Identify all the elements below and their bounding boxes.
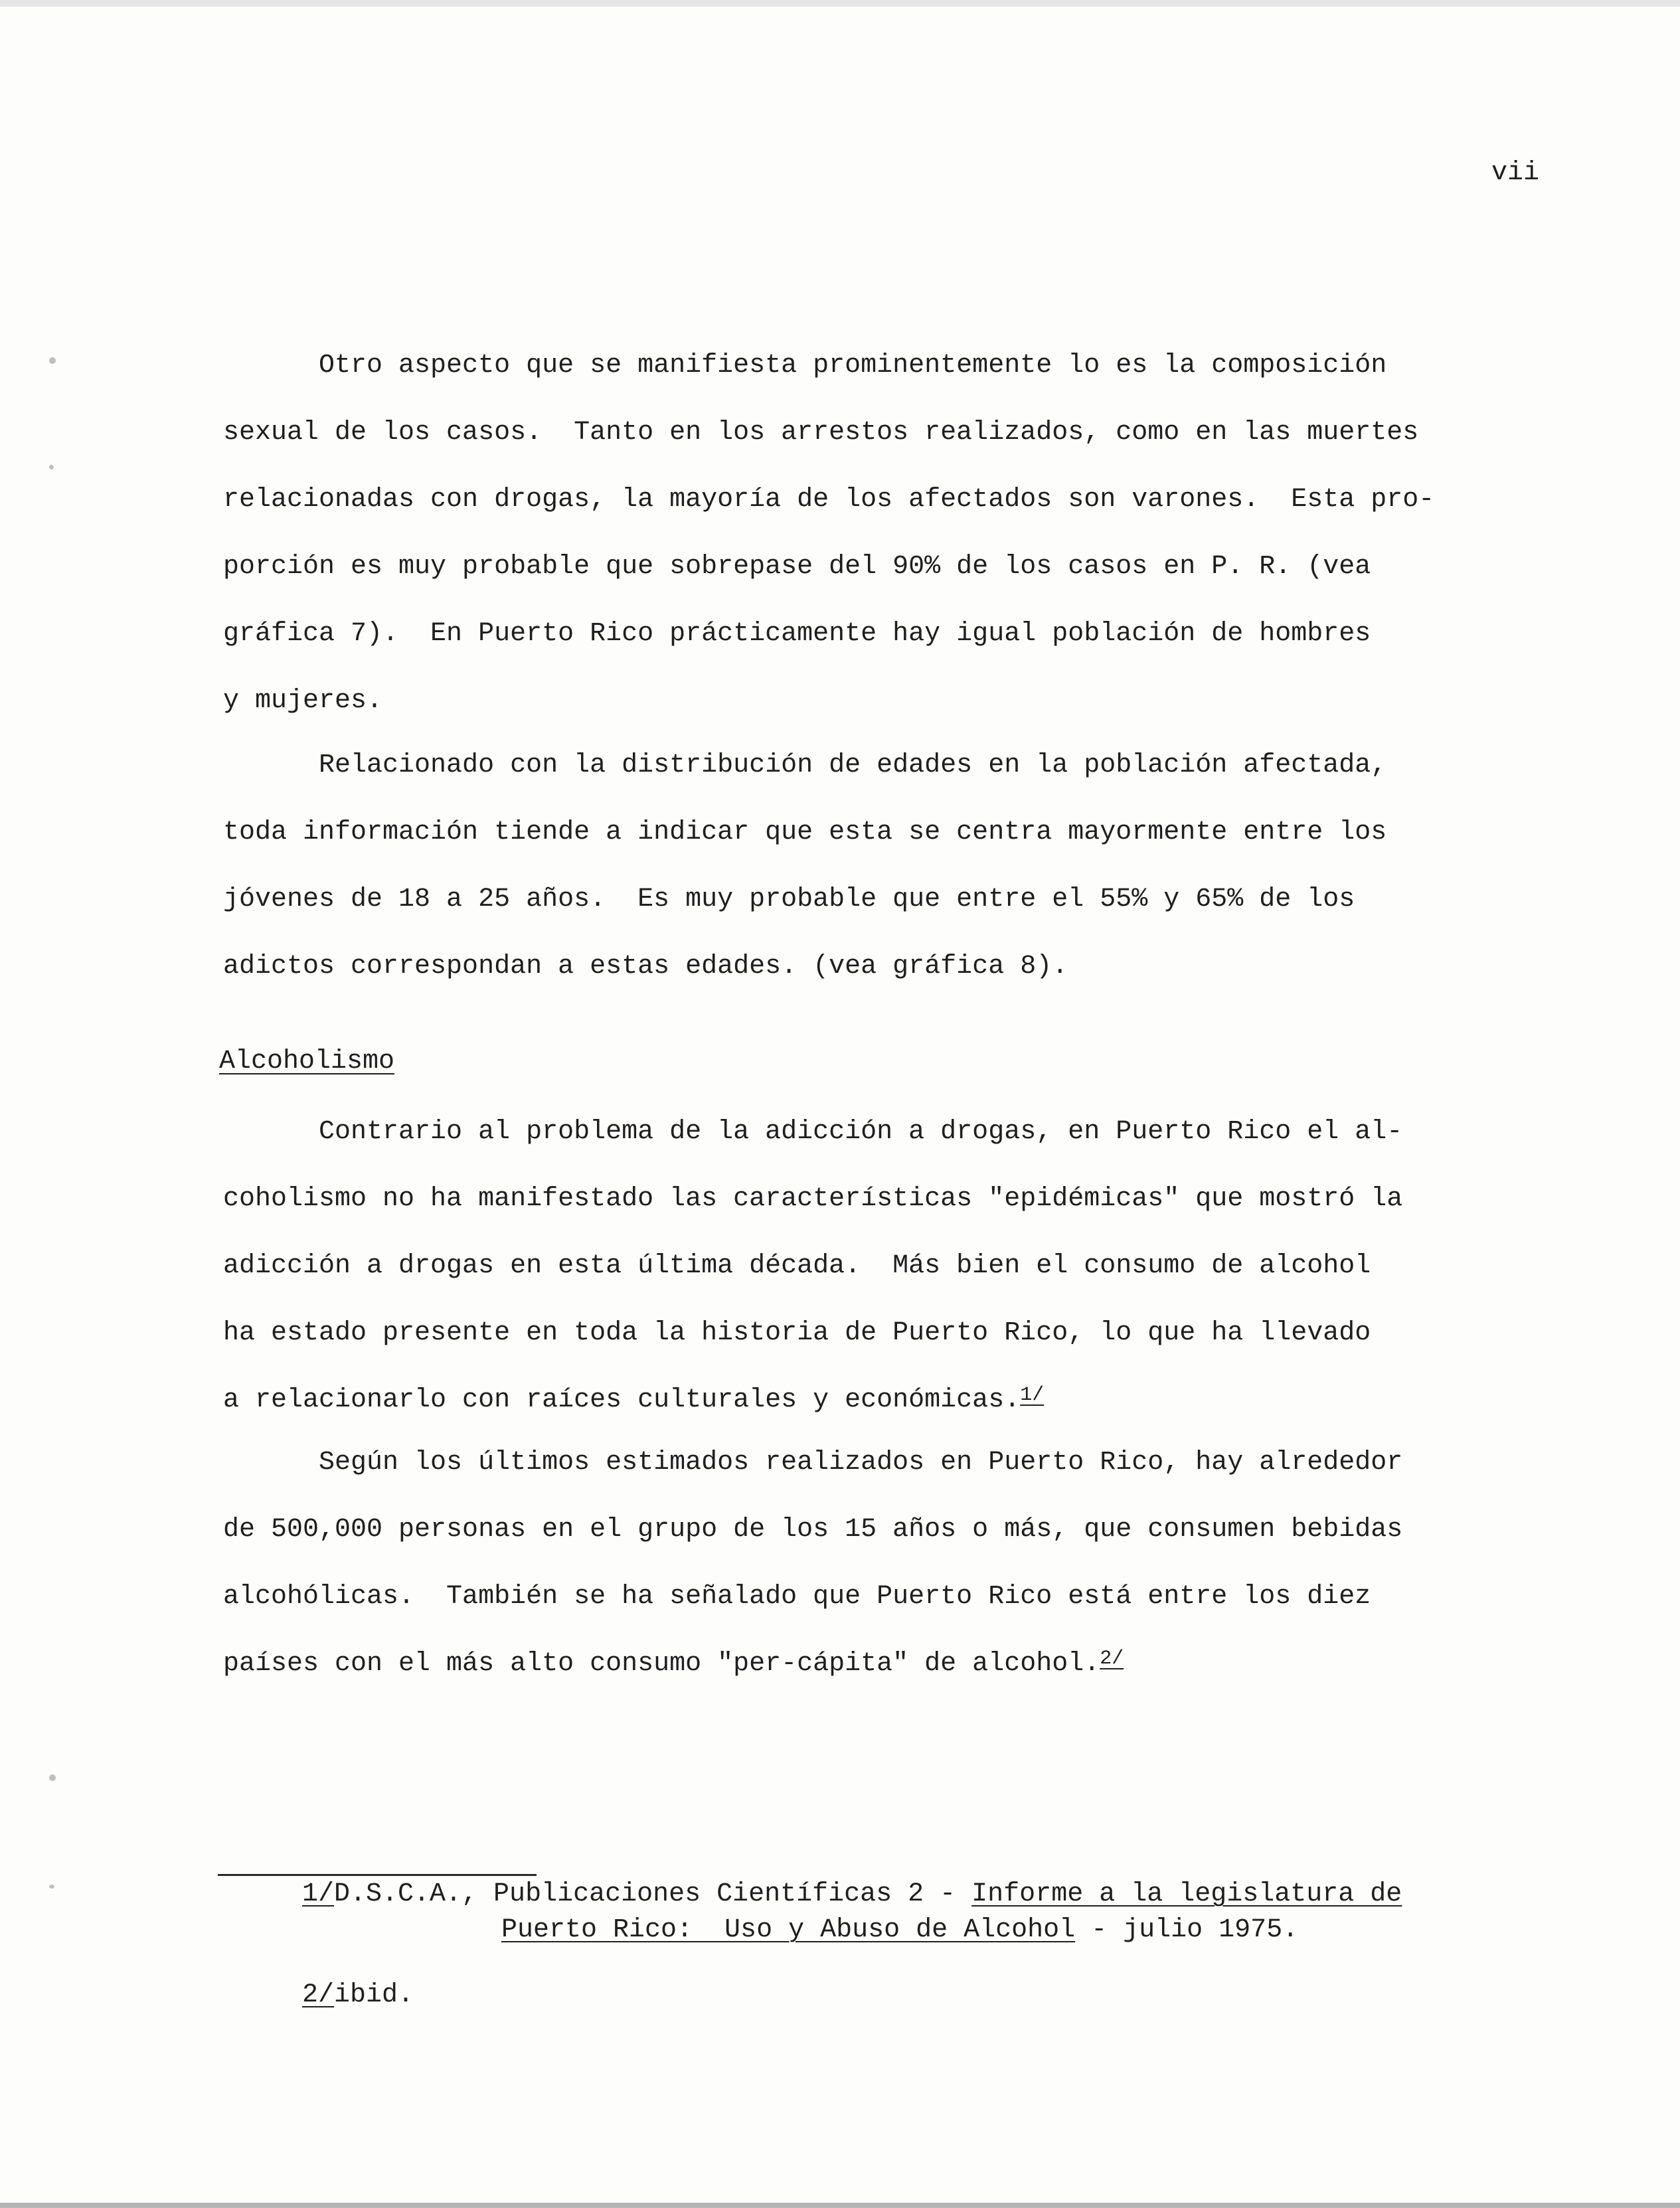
text-line: porción es muy probable que sobrepase del 90% de los casos en P. R. (vea [223,552,1371,582]
punch-hole-mark [49,1774,56,1781]
text-line [223,1630,1498,1699]
text-line: y mujeres. [223,686,383,716]
page-number: vii [1491,158,1539,188]
footnote-reference: 1/ [1020,1384,1045,1406]
scan-bottom-edge [0,2203,1680,2208]
section-heading: Alcoholismo [219,1047,395,1076]
text-line: toda información tiende a indicar que esta se centra mayormente entre los [223,817,1387,847]
punch-hole-mark [49,465,54,469]
text-line: Contrario al problema de la adicción a drogas, en Puerto Rico el al- [223,1117,1403,1147]
text-line: adictos correspondan a estas edades. (vea gráfica 8). [223,952,1068,981]
text-line-content: países con el más alto consumo "per-cápita" de alcohol. [223,1649,1100,1679]
footnote-title: Puerto Rico: Uso y Abuso de Alcohol [501,1915,1076,1945]
text-line: relacionadas con drogas, la mayoría de los afectados son varones. Esta pro- [223,485,1435,515]
punch-hole-mark [49,1885,54,1889]
footnote-marker: 2/ [302,1980,335,2010]
scan-top-edge [0,0,1680,7]
text-line-content: a relacionarlo con raíces culturales y económicas. [223,1385,1021,1415]
footnote-1-line-1 [302,1878,1402,1911]
footnote-1-line-2 [501,1914,1298,1947]
text-line: de 500,000 personas en el grupo de los 15 años o más, que consumen bebidas [223,1515,1403,1545]
footnote-source: D.S.C.A., Publicaciones Científicas 2 - [334,1879,972,1909]
footnote-separator [218,1874,537,1876]
text-line [223,1367,1498,1436]
paragraph-alcoholism-history [223,1098,1498,1436]
text-line: alcohólicas. También se ha señalado que Puerto Rico está entre los diez [223,1582,1371,1612]
text-line: Relacionado con la distribución de edades en la población afectada, [223,750,1387,780]
text-line: Según los últimos estimados realizados en Puerto Rico, hay alrededor [223,1448,1403,1478]
text-line: Otro aspecto que se manifiesta prominentemente lo es la composición [223,351,1387,381]
text-line: coholismo no ha manifestado las características "epidémicas" que mostró la [223,1184,1403,1214]
footnote-2 [302,1979,414,2012]
footnote-date: - julio 1975. [1075,1915,1299,1945]
footnote-title: Informe a la legislatura de [971,1879,1402,1909]
footnote-marker: 1/ [302,1879,335,1909]
text-line: adicción a drogas en esta última década. Más bien el consumo de alcohol [223,1251,1371,1281]
text-line: jóvenes de 18 a 25 años. Es muy probable que entre el 55% y 65% de los [223,885,1355,914]
footnote-reference: 2/ [1100,1648,1124,1670]
text-line: gráfica 7). En Puerto Rico prácticamente hay igual población de hombres [223,619,1371,649]
paragraph-consumption-estimates [223,1429,1498,1699]
punch-hole-mark [49,357,56,364]
paragraph-sex-composition [223,332,1498,734]
footnote-text: ibid. [334,1980,414,2010]
text-line: ha estado presente en toda la historia de Puerto Rico, lo que ha llevado [223,1318,1371,1348]
paragraph-age-distribution [223,732,1498,1000]
text-line: sexual de los casos. Tanto en los arrestos realizados, como en las muertes [223,418,1419,448]
